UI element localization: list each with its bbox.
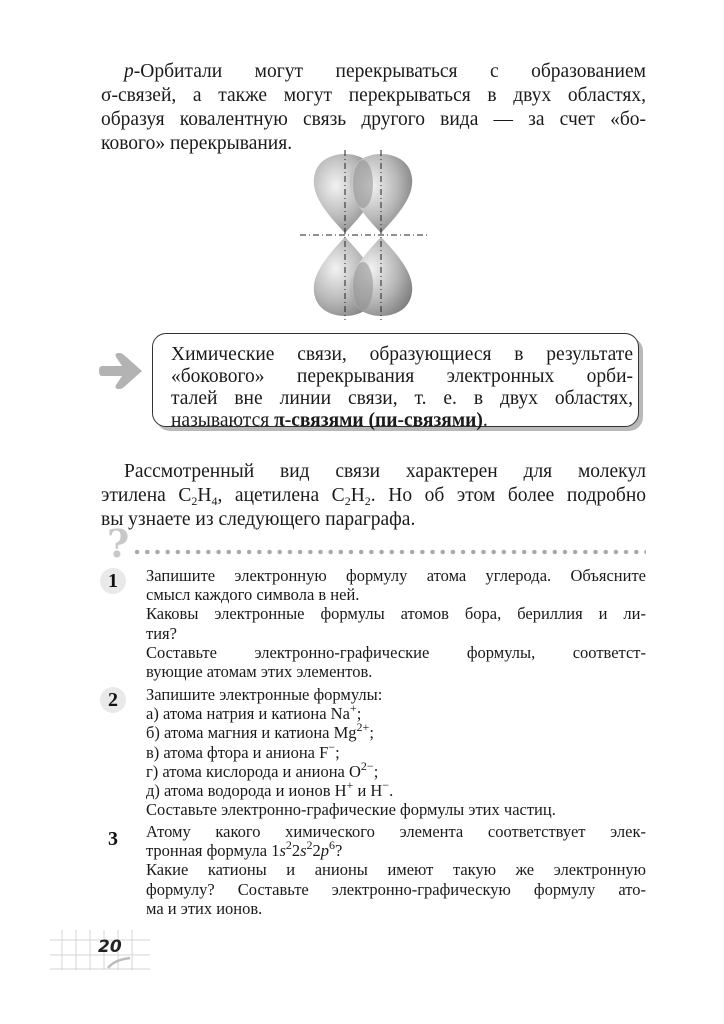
list-item (146, 701, 646, 724)
question-number: 3 (108, 828, 118, 850)
text: 2 (312, 841, 321, 861)
text-line: кового» перекрывания. (101, 133, 293, 154)
text: . (482, 410, 488, 431)
text: ; (369, 723, 374, 743)
superscript: 2 (285, 838, 292, 853)
superscript: 6 (329, 838, 336, 853)
question-text (146, 685, 646, 819)
right-arrow-icon (98, 350, 148, 392)
text: 2 (291, 841, 301, 861)
dotted-divider (132, 548, 646, 556)
definition-line: Химические связи, образующиеся в результате (171, 344, 633, 365)
text-line (146, 838, 646, 861)
text: а) атома натрия и катиона Na (146, 704, 350, 724)
superscript: 2− (360, 758, 374, 773)
list-item (146, 778, 646, 801)
text-line: Атому какого химического элемента соответствует элек- (146, 822, 646, 841)
text-line: Какие катионы и анионы имеют такую же электронную (146, 860, 646, 880)
text-line (101, 484, 646, 508)
text-line: образуя ковалентную связь другого вида — за счет «бо- (101, 109, 646, 130)
text: ; (356, 704, 362, 724)
orbital-s: s (300, 841, 307, 861)
text: и H (353, 781, 383, 801)
text: ; (373, 761, 379, 781)
definition-line: талей вне линии связи, т. е. в двух областях, (171, 388, 633, 409)
text: в) атома фтора и аниона F (146, 742, 329, 762)
text-line: Составьте электронно-графические формулы, соответст- (146, 642, 646, 662)
text-line: вы узнаете из следующего параграфа. (101, 509, 416, 530)
subscript: 2 (364, 494, 371, 508)
text-line: Запишите электронную формулу атома углерода. Объясните (146, 566, 646, 585)
text: ; (335, 742, 340, 762)
subscript: 4 (211, 494, 218, 508)
page-number: 20 (98, 937, 122, 957)
text-line: смысл каждого символа в ней. (146, 585, 360, 605)
text: тронная формула 1 (146, 841, 280, 861)
definition-line (171, 410, 633, 432)
subscript: 2 (344, 494, 351, 508)
text: . (389, 781, 394, 801)
p-orbital-overlap-figure (300, 150, 430, 320)
orbital-s: s (279, 841, 286, 861)
intro-paragraph (101, 60, 646, 156)
text-line: Запишите электронные формулы: (146, 685, 383, 704)
text-line: формулу? Составьте электронно-графическую формулу ато- (146, 879, 646, 899)
text-line: Рассмотренный вид связи характерен для молекул (124, 461, 646, 482)
text: называются (171, 410, 275, 431)
question-number: 2 (100, 687, 126, 713)
text: -Орбитали могут перекрываться с образованием (133, 61, 646, 82)
term-pi-bonds: π-связями (пи-связями) (274, 410, 483, 431)
text: . Но об этом более подробно (370, 485, 647, 506)
text-line (101, 60, 646, 84)
text-line: ма и этих ионов. (146, 898, 263, 918)
list-item (146, 758, 646, 781)
question-number: 1 (100, 568, 126, 594)
second-paragraph (101, 460, 646, 532)
superscript: 2 (306, 838, 313, 853)
superscript: 2+ (356, 720, 370, 735)
text: этилена C (101, 485, 192, 506)
question-mark-icon: ? (107, 521, 130, 566)
italic-p: p (124, 61, 134, 82)
text-line: вующие атомам этих элементов. (146, 662, 373, 682)
overlap-top (353, 160, 373, 208)
overlap-bottom (353, 262, 373, 310)
superscript: + (346, 778, 354, 793)
definition-box (152, 333, 639, 431)
text-line: тия? (146, 623, 177, 643)
superscript: + (349, 701, 357, 716)
orbital-p: p (320, 841, 330, 861)
text-line: Каковы электронные формулы атомов бора, бериллия и ли- (146, 604, 646, 624)
question-text (146, 566, 646, 681)
text: ? (335, 841, 343, 861)
text: г) атома кислорода и аниона O (146, 761, 361, 781)
list-item (146, 739, 646, 762)
text-line: Составьте электронно-графические формулы этих частиц. (146, 800, 556, 820)
text: д) атома водорода и ионов H (146, 781, 347, 801)
superscript: − (382, 778, 390, 793)
text: б) атома магния и катиона Mg (146, 723, 357, 743)
text: H (350, 485, 365, 506)
text-line: σ-связей, а также могут перекрываться в двух областях, (101, 85, 646, 106)
text: , ацетилена C (217, 485, 345, 506)
superscript: − (328, 739, 336, 754)
text: H (197, 485, 212, 506)
subscript: 2 (191, 494, 198, 508)
list-item (146, 720, 646, 743)
question-text (146, 822, 646, 918)
definition-line: «бокового» перекрывания электронных орби- (171, 366, 633, 387)
